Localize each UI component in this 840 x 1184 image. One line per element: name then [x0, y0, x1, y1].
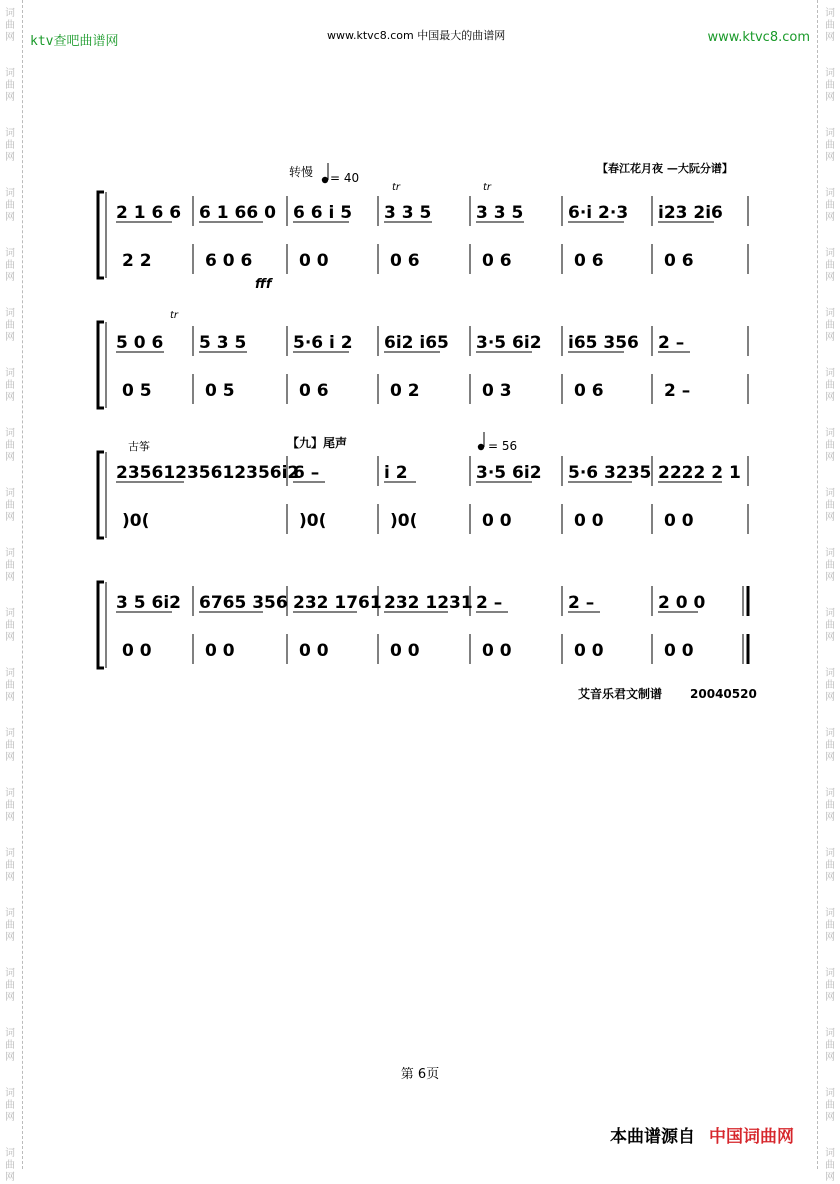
margin-watermark-text: 词曲网: [825, 668, 835, 703]
upper-measure: 2222 2 1: [658, 463, 741, 483]
lower-measure: 0 0: [299, 641, 329, 661]
upper-measure: 5 0 6: [116, 333, 164, 353]
lower-measure: 0 5: [205, 381, 235, 401]
margin-watermark-text: 词曲网: [5, 488, 15, 523]
lower-measure: 0 3: [482, 381, 512, 401]
margin-watermark-text: 词曲网: [825, 248, 835, 283]
upper-measure: 2 1 6 6: [116, 203, 182, 223]
upper-measure: 5·6 3235: [568, 463, 652, 483]
margin-watermark-text: 词曲网: [5, 848, 15, 883]
dynamic-marking: fff: [255, 277, 272, 292]
upper-measure: 6 6 i 5: [293, 203, 353, 223]
section-label: 【九】尾声: [287, 436, 348, 450]
lower-measure: 0 0: [482, 641, 512, 661]
margin-watermark-text: 词曲网: [5, 548, 15, 583]
margin-watermark-text: 词曲网: [825, 548, 835, 583]
margin-watermark-text: 词曲网: [825, 128, 835, 163]
tempo-change-label: 转慢: [289, 165, 314, 179]
margin-watermark-text: 词曲网: [5, 8, 15, 43]
lower-measure: 0 6: [574, 381, 604, 401]
upper-measure: 3 5 6i2: [116, 593, 181, 613]
header-site-url-center: www.ktvc8.com 中国最大的曲谱网: [327, 29, 506, 42]
margin-watermark-text: 词曲网: [5, 968, 15, 1003]
margin-watermark-text: 词曲网: [825, 788, 835, 823]
margin-watermark-text: 词曲网: [5, 1088, 15, 1123]
lower-measure: 0 2: [390, 381, 420, 401]
margin-watermark-text: 词曲网: [825, 8, 835, 43]
margin-watermark-text: 词曲网: [5, 248, 15, 283]
margin-watermark-text: 词曲网: [5, 428, 15, 463]
system-bracket: [98, 322, 104, 408]
upper-measure: 232 1761: [293, 593, 382, 613]
page-number: 第 6页: [400, 1067, 440, 1082]
lower-measure: 0 0: [574, 641, 604, 661]
source-brand: 中国词曲网: [709, 1127, 794, 1147]
upper-measure: i23 2i6: [658, 203, 723, 223]
upper-measure: 3 3 5: [384, 203, 432, 223]
upper-measure: 6 1 66 0: [199, 203, 276, 223]
system-bracket: [98, 452, 104, 538]
quarter-note-icon: [478, 444, 484, 450]
margin-watermark-text: 词曲网: [825, 848, 835, 883]
lower-measure: 0 6: [299, 381, 329, 401]
header-site-name-left: ktv查吧曲谱网: [30, 34, 119, 49]
margin-watermark-text: 词曲网: [825, 188, 835, 223]
score-title: 【春江花月夜 —大阮分谱】: [597, 162, 733, 175]
lower-measure: 0 0: [664, 511, 694, 531]
lower-measure: 0 6: [574, 251, 604, 271]
margin-watermark-text: 词曲网: [5, 68, 15, 103]
tempo-marking: = 56: [488, 439, 518, 453]
margin-watermark-text: 词曲网: [5, 668, 15, 703]
upper-measure: 5 3 5: [199, 333, 247, 353]
lower-measure: 0 0: [390, 641, 420, 661]
margin-watermark-text: 词曲网: [825, 68, 835, 103]
margin-watermark-text: 词曲网: [825, 608, 835, 643]
margin-watermark-text: 词曲网: [825, 968, 835, 1003]
lower-measure: 0 0: [205, 641, 235, 661]
margin-watermark-text: 词曲网: [5, 308, 15, 343]
margin-watermark-text: 词曲网: [5, 908, 15, 943]
margin-watermark-text: 词曲网: [5, 1148, 15, 1183]
instrument-label: 古筝: [128, 440, 150, 453]
margin-watermark-text: 词曲网: [5, 188, 15, 223]
margin-watermark-text: 词曲网: [5, 1028, 15, 1063]
lower-measure: )0(: [122, 511, 150, 531]
lower-measure: 0 0: [299, 251, 329, 271]
lower-measure: 0 0: [122, 641, 152, 661]
lower-measure: 2 2: [122, 251, 152, 271]
quarter-note-icon: [322, 177, 328, 183]
upper-measure: 232 1231: [384, 593, 473, 613]
system-bracket: [98, 192, 104, 278]
upper-measure: 6i2 i65: [384, 333, 449, 353]
upper-measure: 3·5 6i2: [476, 333, 542, 353]
upper-measure: i65 356: [568, 333, 639, 353]
lower-measure: 0 0: [574, 511, 604, 531]
margin-watermark-text: 词曲网: [825, 908, 835, 943]
upper-measure: 3·5 6i2: [476, 463, 542, 483]
margin-watermark-text: 词曲网: [825, 308, 835, 343]
lower-measure: 0 6: [390, 251, 420, 271]
upper-measure: 2 –: [658, 333, 685, 353]
lower-measure: 6 0 6: [205, 251, 253, 271]
margin-watermark-text: 词曲网: [5, 728, 15, 763]
margin-watermark-text: 词曲网: [5, 128, 15, 163]
margin-watermark-text: 词曲网: [825, 368, 835, 403]
lower-measure: 0 0: [482, 511, 512, 531]
upper-measure: 6 –: [293, 463, 320, 483]
lower-measure: )0(: [299, 511, 327, 531]
upper-measure: 6765 356: [199, 593, 288, 613]
system-bracket: [98, 582, 104, 668]
upper-measure: 3 3 5: [476, 203, 524, 223]
upper-measure: 2 0 0: [658, 593, 706, 613]
margin-watermark-text: 词曲网: [825, 1028, 835, 1063]
lower-measure: 0 6: [482, 251, 512, 271]
header-site-url-right: www.ktvc8.com: [707, 30, 810, 45]
credit-author: 艾音乐君文制谱: [578, 687, 663, 701]
source-label: 本曲谱源自: [610, 1127, 695, 1147]
lower-measure: 2 –: [664, 381, 691, 401]
upper-measure: i 2: [384, 463, 408, 483]
lower-measure: )0(: [390, 511, 418, 531]
upper-measure: 2 –: [568, 593, 595, 613]
upper-measure: 23561235612356i2: [116, 463, 300, 483]
lower-measure: 0 5: [122, 381, 152, 401]
upper-measure: 2 –: [476, 593, 503, 613]
trill-mark: tr: [392, 182, 401, 193]
margin-watermark-text: 词曲网: [825, 488, 835, 523]
margin-watermark-text: 词曲网: [5, 368, 15, 403]
margin-watermark-text: 词曲网: [5, 608, 15, 643]
margin-watermark-text: 词曲网: [5, 788, 15, 823]
lower-measure: 0 6: [664, 251, 694, 271]
margin-watermark-text: 词曲网: [825, 1088, 835, 1123]
margin-watermark-text: 词曲网: [825, 1148, 835, 1183]
upper-measure: 5·6 i 2: [293, 333, 353, 353]
source-attribution: [610, 1122, 794, 1147]
tempo-marking: = 40: [330, 171, 360, 185]
credit-date: 20040520: [690, 687, 757, 701]
lower-measure: 0 0: [664, 641, 694, 661]
margin-watermark-text: 词曲网: [825, 428, 835, 463]
upper-measure: 6·i 2·3: [568, 203, 629, 223]
score-credit: [578, 685, 785, 702]
trill-mark: tr: [483, 182, 492, 193]
margin-watermark-text: 词曲网: [825, 728, 835, 763]
trill-mark: tr: [170, 310, 179, 321]
